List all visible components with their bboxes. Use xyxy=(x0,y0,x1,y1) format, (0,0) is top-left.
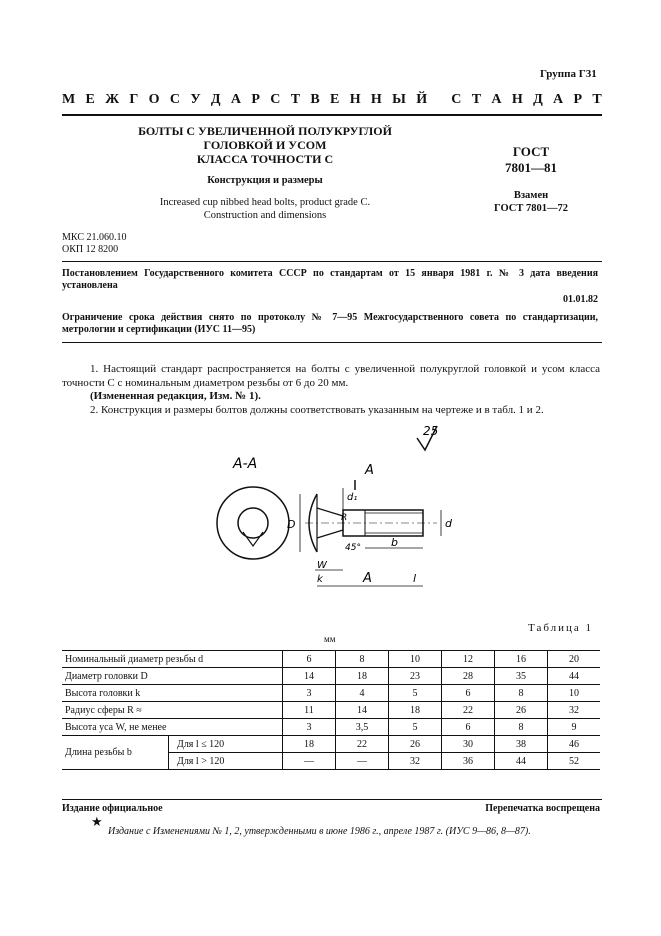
gost-number xyxy=(486,144,576,176)
paragraph-1: 1. Настоящий стандарт распространяется на болты с увеличенной полукруглой головкой и усом класса точности С с номинальным диаметром резьбы от 6 до 20 мм. xyxy=(62,363,600,389)
banner-letter: Ж xyxy=(105,92,120,107)
banner-space xyxy=(437,92,441,108)
table-row xyxy=(62,668,600,685)
banner-letter: Т xyxy=(592,92,602,107)
table-cell: 28 xyxy=(442,668,495,685)
table-cell: 38 xyxy=(495,736,548,753)
table-cell: 9 xyxy=(548,719,601,736)
banner-letter: С xyxy=(451,92,462,107)
paragraph-1-edition-note: (Измененная редакция, Изм. № 1). xyxy=(90,390,261,402)
english-title-line-1: Increased cup nibbed head bolts, product grade C. xyxy=(159,197,371,208)
section-marker-bottom: А xyxy=(363,571,372,586)
replaces-code: ГОСТ 7801—72 xyxy=(494,203,568,214)
table-cell: 52 xyxy=(548,753,601,770)
divider xyxy=(62,342,602,343)
dim-label-l: l xyxy=(413,572,417,585)
official-edition: Издание официальное xyxy=(62,803,163,814)
table-cell: 5 xyxy=(389,685,442,702)
banner-letter: Г xyxy=(129,92,139,107)
table-cell: 44 xyxy=(495,753,548,770)
table-cell: 3 xyxy=(283,719,336,736)
title-line-2: ГОЛОВКОЙ И УСОМ xyxy=(203,138,327,152)
mks-code: МКС 21.060.10 xyxy=(62,232,127,243)
banner-letter: Е xyxy=(330,92,340,107)
banner-letter: А xyxy=(491,92,502,107)
banner-letter: У xyxy=(190,92,201,107)
table-cell: — xyxy=(336,753,389,770)
table-row xyxy=(62,736,600,753)
section-nib xyxy=(243,532,263,546)
banner-letter: Е xyxy=(85,92,95,107)
english-title xyxy=(130,196,400,222)
row-label-thread-length: Длина резьбы b xyxy=(62,736,169,770)
title-line-3: КЛАССА ТОЧНОСТИ С xyxy=(196,152,334,166)
table-cell: 35 xyxy=(495,668,548,685)
table-cell: 14 xyxy=(283,668,336,685)
table-cell: 30 xyxy=(442,736,495,753)
banner-letter: О xyxy=(148,92,160,107)
introduction-date: 01.01.82 xyxy=(563,294,598,305)
star-icon: ★ xyxy=(91,814,103,829)
banner-letter: Т xyxy=(290,92,301,107)
document-subtitle: Конструкция и размеры xyxy=(207,175,323,186)
table-row xyxy=(62,651,600,668)
table-cell: 6 xyxy=(283,651,336,668)
table-cell: 20 xyxy=(548,651,601,668)
banner-letter: С xyxy=(169,92,180,107)
table-cell: 8 xyxy=(495,685,548,702)
banner-letter: Й xyxy=(416,92,428,107)
banner-letter: В xyxy=(310,92,320,107)
table-cell: 26 xyxy=(495,702,548,719)
row-label: Высота уса W, не менее xyxy=(62,719,283,736)
divider xyxy=(62,261,602,262)
table-row xyxy=(62,685,600,702)
section-outer-circle xyxy=(217,487,289,559)
table-cell: 6 xyxy=(442,685,495,702)
reprint-prohibited: Перепечатка воспрещена xyxy=(485,803,600,814)
section-inner-circle xyxy=(238,508,268,538)
row-label: Диаметр головки D xyxy=(62,668,283,685)
edition-note: Издание с Изменениями № 1, 2, утвержденными в июне 1986 г., апреле 1987 г. (ИУС 9—86, 8—87). xyxy=(108,826,531,837)
english-title-line-2: Construction and dimensions xyxy=(203,210,327,221)
table-row xyxy=(62,719,600,736)
thread-condition: Для l > 120 xyxy=(169,753,283,770)
banner-letter: С xyxy=(270,92,281,107)
section-marker-top: А xyxy=(365,463,374,478)
table-cell: 18 xyxy=(336,668,389,685)
table-cell: 23 xyxy=(389,668,442,685)
table-cell: 8 xyxy=(495,719,548,736)
banner-letter: Н xyxy=(349,92,361,107)
restriction-text: Ограничение срока действия снято по протоколу № 7—95 Межгосударственного совета по стандартизации, метрологии и сертификации (ИУС 11—95) xyxy=(62,312,598,335)
banner-letter: Р xyxy=(573,92,583,107)
table-cell: — xyxy=(283,753,336,770)
banner-letter: А xyxy=(230,92,242,107)
table-units: мм xyxy=(324,634,336,644)
table-cell: 36 xyxy=(442,753,495,770)
section-label: А-А xyxy=(233,456,258,472)
dim-label-b: b xyxy=(391,536,398,549)
table-cell: 26 xyxy=(389,736,442,753)
paragraph-2: 2. Конструкция и размеры болтов должны соответствовать указанным на чертеже и в табл. 1 и 2. xyxy=(90,404,544,416)
row-label: Радиус сферы R ≈ xyxy=(62,702,283,719)
table-cell: 8 xyxy=(336,651,389,668)
banner-letter: Н xyxy=(511,92,523,107)
table-cell: 3,5 xyxy=(336,719,389,736)
table-cell: 18 xyxy=(389,702,442,719)
classification-codes xyxy=(62,232,126,256)
table-cell: 3 xyxy=(283,685,336,702)
banner-letter: Д xyxy=(533,92,543,107)
table-cell: 6 xyxy=(442,719,495,736)
banner-letter: А xyxy=(553,92,564,107)
table-cell: 44 xyxy=(548,668,601,685)
replaces-block xyxy=(486,189,576,215)
dim-label-W: W xyxy=(317,560,327,571)
table-cell: 18 xyxy=(283,736,336,753)
table-cell: 12 xyxy=(442,651,495,668)
row-label: Номинальный диаметр резьбы d xyxy=(62,651,283,668)
dim-label-R: R xyxy=(341,513,348,523)
banner-letter: Н xyxy=(370,92,382,107)
dim-label-d1: d₁ xyxy=(347,492,358,503)
table-caption: Таблица 1 xyxy=(528,622,594,634)
title-line-1: БОЛТЫ С УВЕЛИЧЕННОЙ ПОЛУКРУГЛОЙ xyxy=(138,124,392,138)
banner-letter: М xyxy=(62,92,76,107)
table-cell: 10 xyxy=(548,685,601,702)
table-cell: 4 xyxy=(336,685,389,702)
table-cell: 22 xyxy=(442,702,495,719)
banner-letter: Р xyxy=(251,92,260,107)
replaces-label: Взамен xyxy=(513,190,549,201)
bolt-drawing xyxy=(205,420,465,595)
table-cell: 10 xyxy=(389,651,442,668)
table-cell: 14 xyxy=(336,702,389,719)
roughness-value: 25 xyxy=(423,424,439,438)
dim-label-D: D xyxy=(287,518,296,531)
table-cell: 5 xyxy=(389,719,442,736)
table-cell: 16 xyxy=(495,651,548,668)
banner-letter: Ы xyxy=(392,92,406,107)
table-cell: 32 xyxy=(548,702,601,719)
table-cell: 32 xyxy=(389,753,442,770)
banner-letter: Д xyxy=(210,92,221,107)
row-label: Высота головки k xyxy=(62,685,283,702)
group-code: Группа Г31 xyxy=(540,68,597,80)
table-row xyxy=(62,702,600,719)
dimensions-table xyxy=(62,650,600,770)
dim-label-d: d xyxy=(445,517,452,530)
table-cell: 46 xyxy=(548,736,601,753)
table-cell: 22 xyxy=(336,736,389,753)
thread-condition: Для l ≤ 120 xyxy=(169,736,283,753)
table-cell: 11 xyxy=(283,702,336,719)
dim-label-45: 45° xyxy=(345,543,361,553)
gost-label: ГОСТ xyxy=(512,144,550,159)
document-title xyxy=(130,124,400,166)
footer-rule xyxy=(62,799,602,800)
decree-text: Постановлением Государственного комитета СССР по стандартам от 15 января 1981 г. № 3 дата введения установлена xyxy=(62,268,598,291)
standard-banner xyxy=(62,92,602,108)
header-rule xyxy=(62,114,602,116)
dim-label-k: k xyxy=(317,574,323,585)
banner-letter: Т xyxy=(471,92,482,107)
gost-code: 7801—81 xyxy=(505,160,557,175)
okp-code: ОКП 12 8200 xyxy=(62,244,119,255)
